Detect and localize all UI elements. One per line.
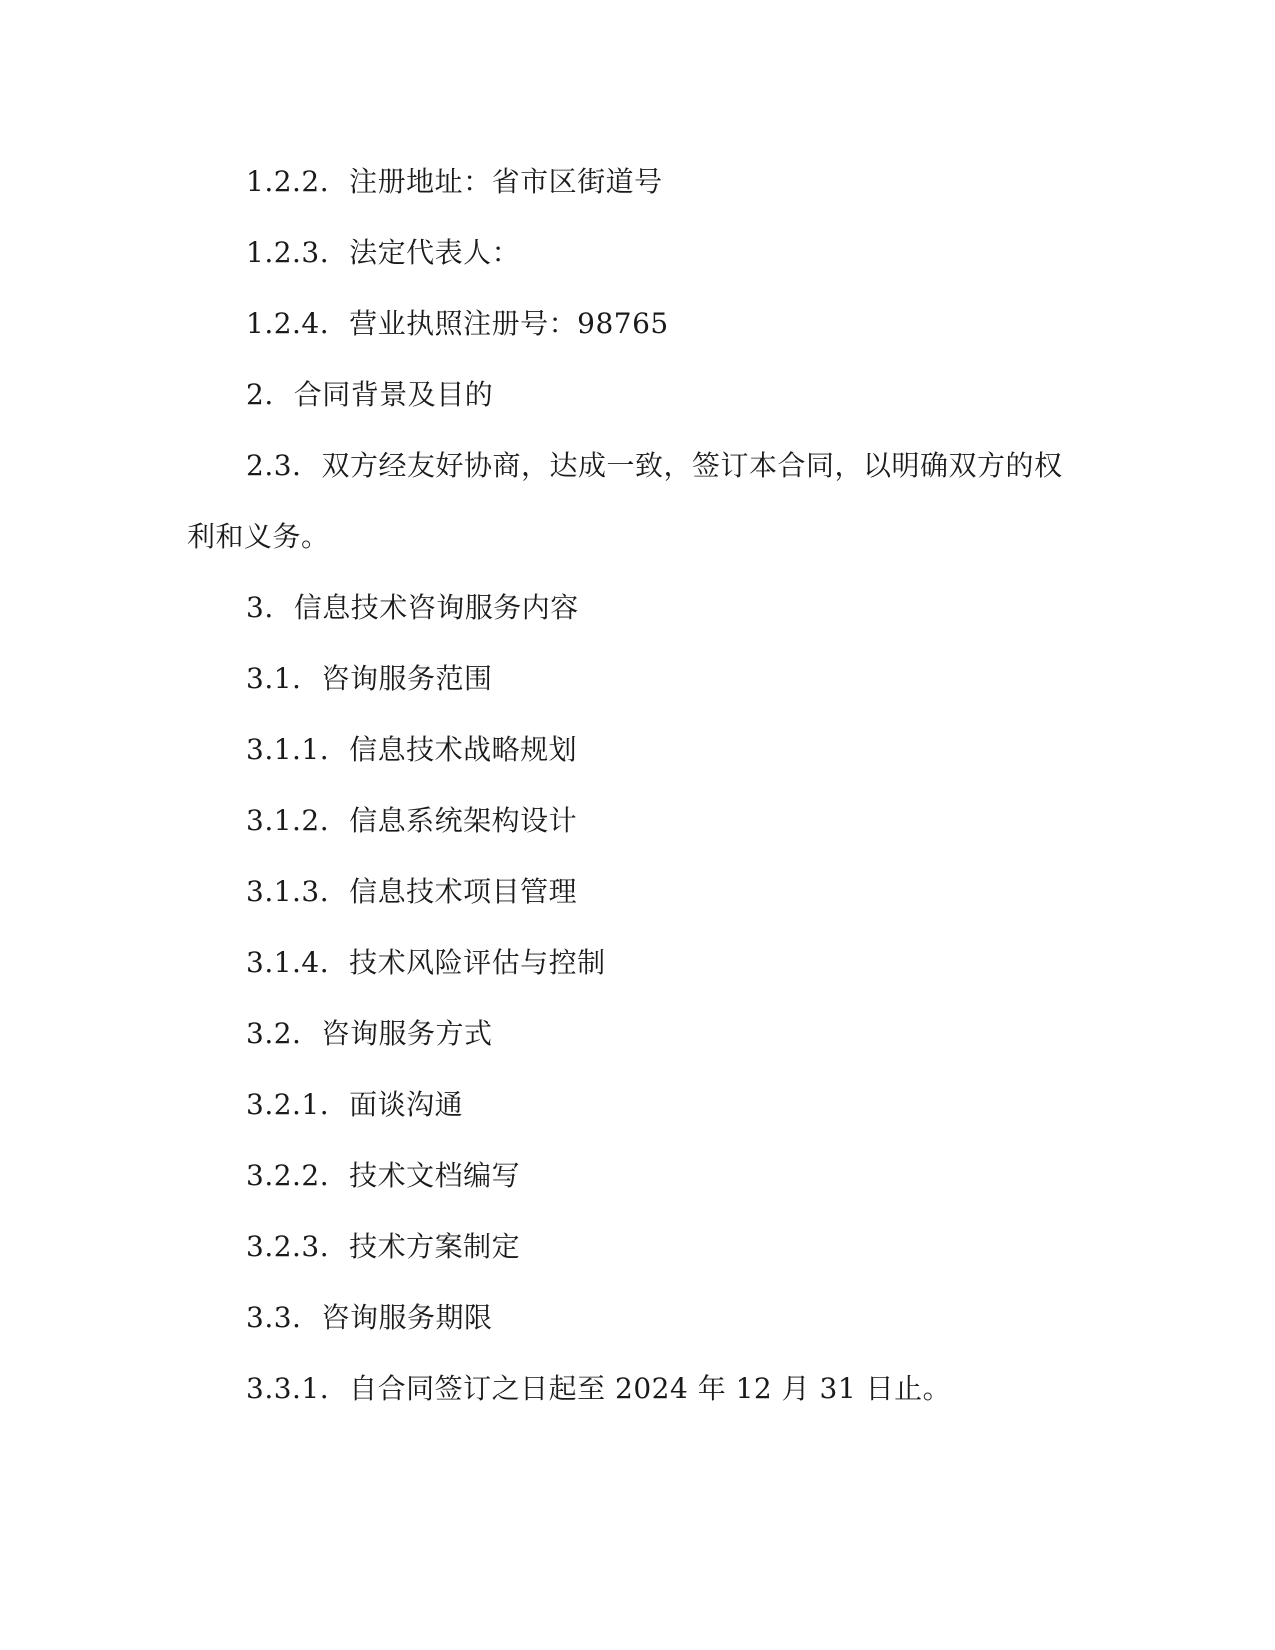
clause-number: 1.2.2. — [246, 165, 330, 198]
clause-number: 3.2.3. — [246, 1230, 330, 1263]
clause-number: 3.3. — [246, 1301, 302, 1334]
section-2-heading — [246, 378, 493, 412]
clause-text: 双方经友好协商，达成一致，签订本合同，以明确双方的权 — [321, 449, 1063, 482]
clause-text: 信息技术战略规划 — [349, 733, 578, 766]
clause-number: 3.3.1. — [246, 1372, 330, 1405]
clause-3-2-1 — [246, 1088, 463, 1122]
clause-3-1-3 — [246, 875, 577, 909]
clause-number: 3. — [246, 591, 274, 624]
clause-text: 技术文档编写 — [349, 1159, 521, 1192]
clause-number: 3.1.4. — [246, 946, 330, 979]
clause-3-1-2 — [246, 804, 577, 838]
clause-number: 1.2.3. — [246, 236, 330, 269]
clause-number: 3.1.1. — [246, 733, 330, 766]
clause-text: 信息技术项目管理 — [349, 875, 578, 908]
clause-number: 2. — [246, 378, 274, 411]
clause-text: 信息系统架构设计 — [349, 804, 578, 837]
clause-text: 咨询服务方式 — [321, 1017, 493, 1050]
clause-text: 技术方案制定 — [349, 1230, 521, 1263]
clause-number: 3.2.1. — [246, 1088, 330, 1121]
clause-3-3-1 — [246, 1372, 951, 1406]
clause-3-1-4 — [246, 946, 606, 980]
clause-text: 技术风险评估与控制 — [349, 946, 606, 979]
clause-1-2-4 — [246, 307, 669, 341]
clause-1-2-3 — [246, 236, 520, 270]
clause-3-2-3 — [246, 1230, 520, 1264]
section-3-heading — [246, 591, 579, 625]
clause-3-3 — [246, 1301, 492, 1335]
clause-text: 法定代表人： — [349, 236, 521, 269]
clause-number: 3.1.2. — [246, 804, 330, 837]
clause-text: 营业执照注册号：98765 — [349, 307, 669, 340]
clause-number: 1.2.4. — [246, 307, 330, 340]
clause-number: 2.3. — [246, 449, 302, 482]
clause-text: 咨询服务范围 — [321, 662, 493, 695]
clause-number: 3.1. — [246, 662, 302, 695]
clause-text: 咨询服务期限 — [321, 1301, 493, 1334]
clause-1-2-2 — [246, 165, 663, 199]
clause-number: 3.1.3. — [246, 875, 330, 908]
clause-text: 注册地址：省市区街道号 — [349, 165, 663, 198]
clause-text: 自合同签订之日起至 2024 年 12 月 31 日止。 — [349, 1372, 952, 1405]
clause-text: 利和义务。 — [187, 520, 330, 553]
clause-3-1-1 — [246, 733, 577, 767]
clause-text: 面谈沟通 — [349, 1088, 464, 1121]
clause-3-2 — [246, 1017, 492, 1051]
clause-3-2-2 — [246, 1159, 520, 1193]
clause-2-3-continued — [187, 520, 330, 554]
clause-text: 信息技术咨询服务内容 — [293, 591, 579, 624]
clause-2-3 — [246, 449, 1062, 483]
clause-number: 3.2. — [246, 1017, 302, 1050]
clause-number: 3.2.2. — [246, 1159, 330, 1192]
clause-text: 合同背景及目的 — [293, 378, 494, 411]
clause-3-1 — [246, 662, 492, 696]
